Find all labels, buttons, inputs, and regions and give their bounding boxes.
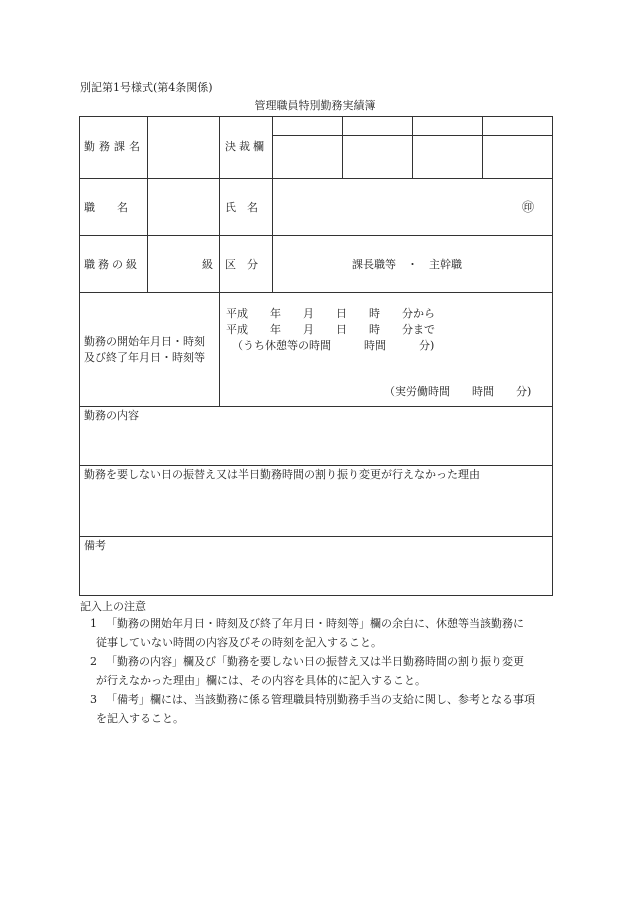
note-text-line1: 「備考」欄には、当該勤務に係る管理職員特別勤務手当の支給に関し、参考となる事項: [106, 693, 535, 706]
column-divider: [219, 116, 220, 407]
note-text-line1: 「勤務の開始年月日・時刻及び終了年月日・時刻等」欄の余白に、休憩等当該勤務に: [106, 617, 524, 630]
remarks-label: 備考: [84, 539, 106, 552]
note-text-line2: 従事していない時間の内容及びその時刻を記入すること。: [96, 636, 382, 649]
note-number: 1: [90, 617, 97, 630]
form-number: 別記第1号様式(第4条関係): [80, 81, 213, 94]
seal-mark: ㊞: [522, 200, 535, 214]
grade-label: 職務の級: [84, 258, 140, 271]
row-divider: [79, 235, 553, 236]
reason-label: 勤務を要しない日の振替え又は半日勤務時間の割り振り変更が行えなかった理由: [84, 468, 480, 481]
notes-heading: 記入上の注意: [80, 600, 146, 613]
period-start: 平成 年 月 日 時 分から: [226, 307, 435, 320]
name-label: 氏 名: [225, 201, 258, 214]
note-text-line1: 「勤務の内容」欄及び「勤務を要しない日の振替え又は半日勤務時間の割り振り変更: [106, 655, 524, 668]
row-divider: [79, 406, 553, 407]
period-label-line1: 勤務の開始年月日・時刻: [84, 335, 205, 348]
approval-column-divider: [342, 116, 343, 179]
table-border-right: [552, 116, 553, 596]
column-divider: [272, 116, 273, 293]
approval-label: 決裁欄: [225, 140, 267, 153]
content-label: 勤務の内容: [84, 409, 139, 422]
row-divider: [79, 536, 553, 537]
column-divider: [147, 116, 148, 293]
row-divider: [79, 292, 553, 293]
table-border-left: [79, 116, 80, 596]
approval-column-divider: [482, 116, 483, 179]
period-end: 平成 年 月 日 時 分まで: [226, 323, 435, 336]
dept-label: 勤務課名: [84, 140, 144, 153]
actual-time: （実労働時間 時間 分): [384, 385, 532, 398]
row-divider: [79, 465, 553, 466]
note-number: 2: [90, 655, 97, 668]
post-label: 職 名: [84, 201, 128, 214]
form-title: 管理職員特別勤務実績簿: [254, 99, 376, 112]
break-time: （うち休憩等の時間 時間 分): [232, 339, 435, 352]
note-text-line2: を記入すること。: [96, 712, 184, 725]
grade-suffix: 級: [202, 258, 213, 271]
note-number: 3: [90, 693, 97, 706]
division-value: 課長職等 ・ 主幹職: [352, 258, 462, 271]
note-text-line2: が行えなかった理由」欄には、その内容を具体的に記入すること。: [96, 674, 426, 687]
approval-column-divider: [412, 116, 413, 179]
division-label: 区 分: [225, 258, 258, 271]
period-label-line2: 及び終了年月日・時刻等: [84, 351, 205, 364]
table-border-bottom: [79, 595, 553, 596]
